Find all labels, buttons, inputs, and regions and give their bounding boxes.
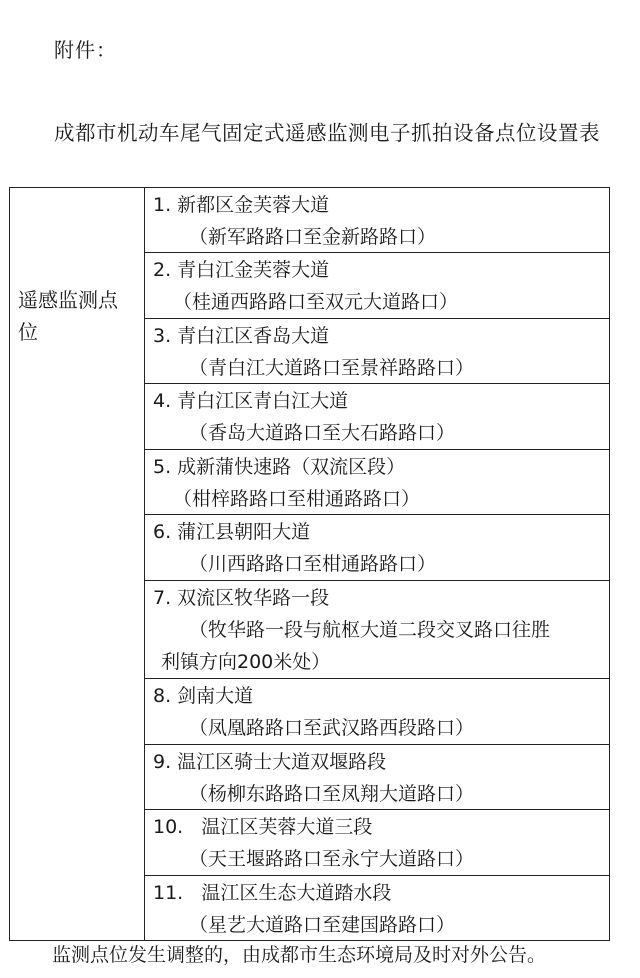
location-range: （桂通西路路口至双元大道路口） [173, 291, 459, 313]
location-range: （青白江大道路口至景祥路路口） [189, 357, 475, 379]
location-name: 10. 温江区芙蓉大道三段 [153, 816, 373, 838]
table-row [145, 581, 609, 679]
table-row [145, 810, 609, 876]
location-range: （凤凰路路口至武汉路西段路口） [189, 717, 475, 739]
location-range: （柑梓路路口至柑通路路口） [173, 488, 421, 510]
location-name: 2. 青白江金芙蓉大道 [153, 259, 330, 281]
table-row [145, 745, 609, 810]
footer-note: 监测点位发生调整的，由成都市生态环境局及时对外公告。 [52, 944, 547, 966]
table-row [145, 253, 609, 319]
table-row [145, 679, 609, 745]
location-name: 1. 新都区金芙蓉大道 [153, 194, 330, 216]
location-name: 9. 温江区骑士大道双堰路段 [153, 751, 387, 773]
location-range: （杨柳东路路口至凤翔大道路口） [189, 783, 475, 805]
left-header-cell [10, 188, 145, 940]
location-range: （川西路路口至柑通路路口） [189, 553, 437, 575]
location-range-continued: 利镇方向200米处） [161, 651, 331, 673]
location-range: （星艺大道路口至建国路路口） [189, 914, 456, 936]
location-range: （天王堰路路口至永宁大道路口） [189, 848, 475, 870]
table-row [145, 515, 609, 581]
location-name: 11. 温江区生态大道踏水段 [153, 882, 392, 904]
table-row [145, 384, 609, 450]
attachment-label: 附件： [54, 38, 117, 62]
location-name: 8. 剑南大道 [153, 685, 254, 707]
table-row [145, 188, 609, 253]
table-row [145, 450, 609, 515]
location-range: （香岛大道路口至大石路路口） [189, 422, 456, 444]
left-header-label: 遥感监测点位 [18, 288, 118, 344]
location-name: 3. 青白江区香岛大道 [153, 325, 330, 347]
location-name: 5. 成新蒲快速路（双流区段） [153, 456, 406, 478]
location-table [9, 187, 610, 941]
document-title: 成都市机动车尾气固定式遥感监测电子抓拍设备点位设置表 [54, 121, 600, 145]
location-rows [145, 188, 609, 940]
location-range: （牧华路一段与航枢大道二段交叉路口往胜 [189, 619, 551, 641]
location-range: （新军路路口至金新路路口） [189, 226, 437, 248]
location-name: 7. 双流区牧华路一段 [153, 587, 330, 609]
table-row [145, 319, 609, 384]
location-name: 6. 蒲江县朝阳大道 [153, 521, 311, 543]
location-name: 4. 青白江区青白江大道 [153, 390, 349, 412]
table-row [145, 876, 609, 941]
